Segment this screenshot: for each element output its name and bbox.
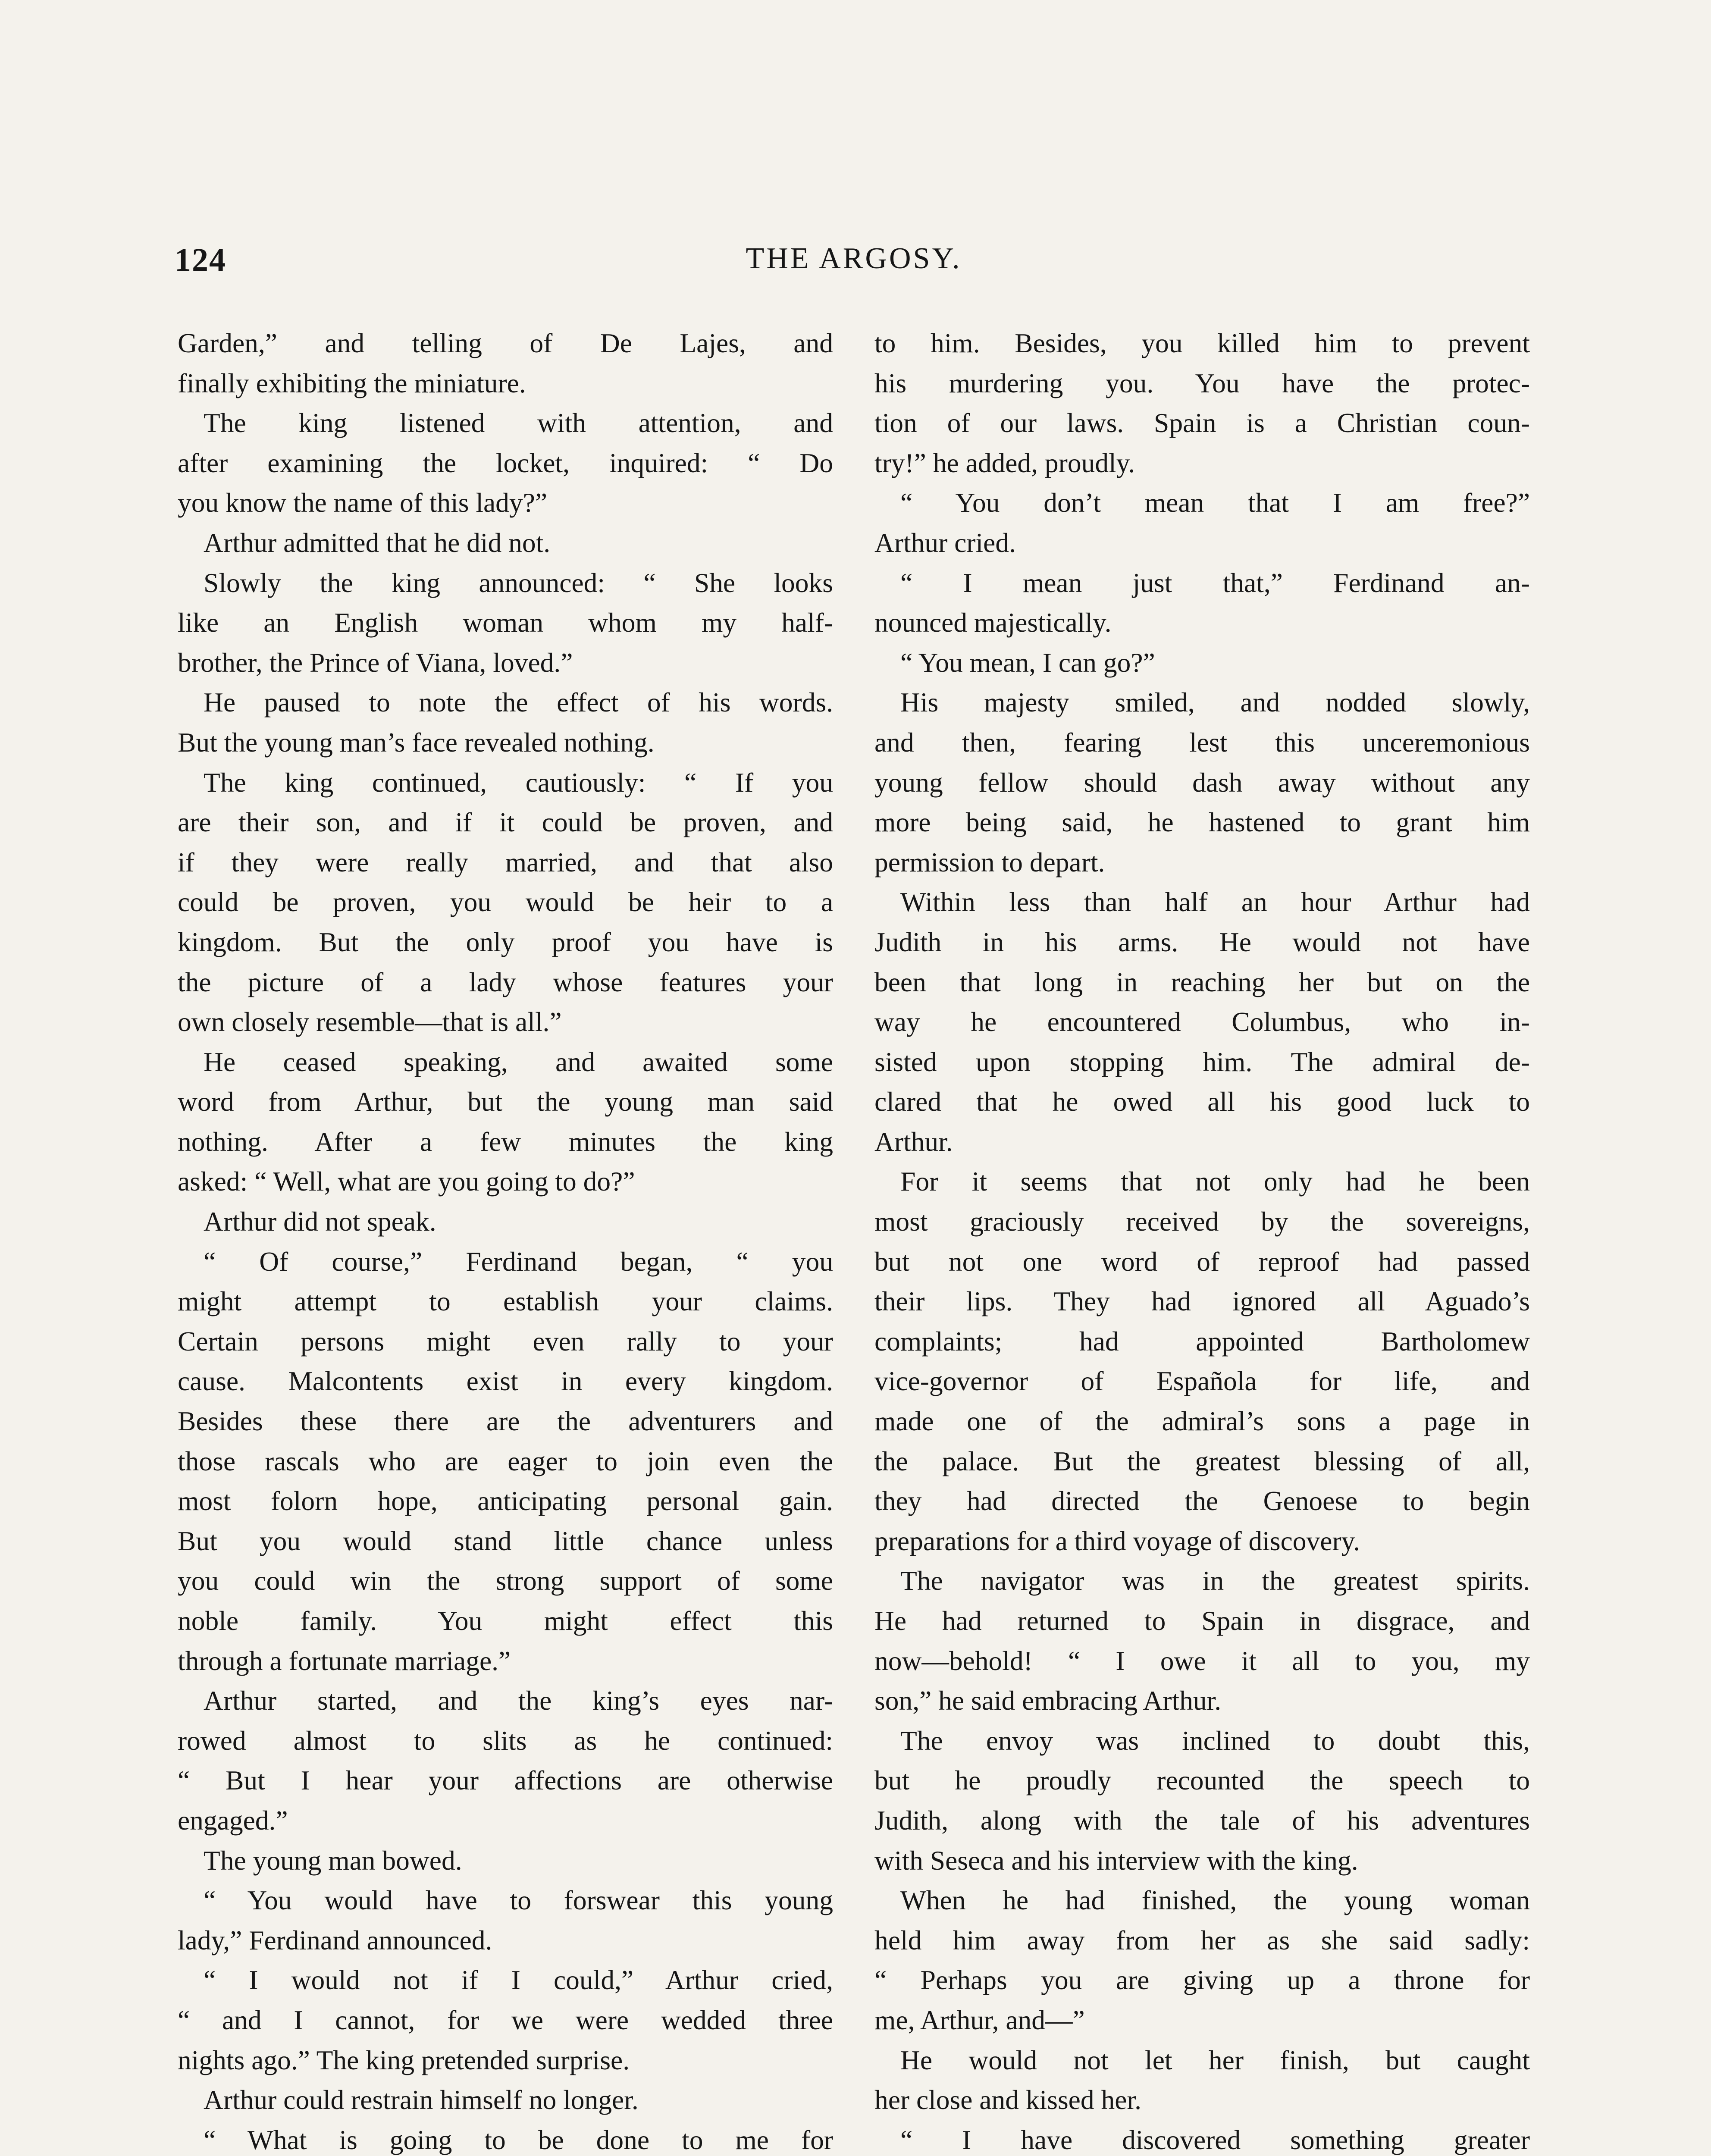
text-line: “ I would not if I could,” Arthur cried, (204, 1965, 833, 1996)
text-line: finally exhibiting the miniature. (178, 367, 526, 398)
text-line: Within less than half an hour Arthur had (900, 887, 1530, 918)
text-line: vice-governor of Española for life, and (874, 1366, 1530, 1397)
text-line: might attempt to establish your claims. (178, 1286, 833, 1317)
text-line: more being said, he hastened to grant him (874, 807, 1530, 838)
text-line: For it seems that not only had he been (900, 1166, 1530, 1197)
text-line: like an English woman whom my half- (178, 607, 833, 638)
text-line: held him away from her as she said sadly: (874, 1924, 1530, 1955)
text-line: most folorn hope, anticipating personal gain. (178, 1485, 833, 1517)
text-line: with Seseca and his interview with the king. (874, 1845, 1358, 1876)
text-line: But you would stand little chance unless (178, 1525, 833, 1556)
text-line: He paused to note the effect of his words. (204, 687, 833, 718)
text-line: Arthur cried. (874, 527, 1016, 558)
text-line: But the young man’s face revealed nothing. (178, 727, 655, 758)
text-line: but he proudly recounted the speech to (874, 1765, 1530, 1796)
text-line: The young man bowed. (204, 1845, 462, 1876)
text-line: permission to depart. (874, 846, 1105, 877)
text-line: kingdom. But the only proof you have is (178, 926, 833, 957)
text-line: “ You mean, I can go?” (900, 647, 1155, 678)
text-line: nothing. After a few minutes the king (178, 1126, 833, 1157)
text-line: his murdering you. You have the protec- (874, 367, 1530, 398)
text-line: “ I mean just that,” Ferdinand an- (900, 567, 1530, 598)
text-line: complaints; had appointed Bartholomew (874, 1326, 1530, 1357)
text-line: you could win the strong support of some (178, 1565, 833, 1596)
text-line: Slowly the king announced: “ She looks (204, 567, 833, 598)
text-line: and then, fearing lest this unceremonious (874, 727, 1530, 758)
text-line: to him. Besides, you killed him to prevent (874, 328, 1530, 358)
text-line: noble family. You might effect this (178, 1605, 833, 1636)
text-line: been that long in reaching her but on the (874, 966, 1530, 997)
text-line: sisted upon stopping him. The admiral de- (874, 1046, 1530, 1077)
text-line: brother, the Prince of Viana, loved.” (178, 647, 573, 678)
text-line: me, Arthur, and—” (874, 2004, 1085, 2035)
text-line: own closely resemble—that is all.” (178, 1006, 562, 1037)
text-column-left (178, 323, 833, 2156)
text-line: most graciously received by the sovereigns, (874, 1206, 1530, 1237)
text-line: The king continued, cautiously: “ If you (204, 767, 833, 798)
text-line: Besides these there are the adventurers and (178, 1406, 833, 1437)
text-line: could be proven, you would be heir to a (178, 887, 833, 918)
text-line: Arthur started, and the king’s eyes nar- (204, 1685, 833, 1716)
text-line: “ But I hear your affections are otherwise (178, 1765, 833, 1796)
text-line: Arthur did not speak. (204, 1206, 436, 1237)
text-line: The envoy was inclined to doubt this, (900, 1725, 1530, 1756)
text-line: engaged.” (178, 1805, 288, 1836)
text-line: clared that he owed all his good luck to (874, 1086, 1530, 1117)
text-line: He would not let her finish, but caught (900, 2044, 1530, 2075)
text-line: their lips. They had ignored all Aguado’s (874, 1286, 1530, 1317)
text-line: asked: “ Well, what are you going to do?” (178, 1166, 635, 1197)
text-line: Judith in his arms. He would not have (874, 926, 1530, 957)
text-line: they had directed the Genoese to begin (874, 1485, 1530, 1517)
text-line: try!” he added, proudly. (874, 447, 1135, 478)
text-line: Garden,” and telling of De Lajes, and (178, 328, 833, 358)
text-line: if they were really married, and that also (178, 846, 833, 877)
text-line: rowed almost to slits as he continued: (178, 1725, 833, 1756)
page-header (175, 241, 1533, 289)
text-line: “ I have discovered something greater (900, 2124, 1530, 2155)
text-line: “ You would have to forswear this young (204, 1885, 833, 1916)
text-column-right (874, 323, 1530, 2156)
text-line: after examining the locket, inquired: “ Do (178, 447, 833, 478)
text-line: nights ago.” The king pretended surprise. (178, 2044, 630, 2075)
text-line: word from Arthur, but the young man said (178, 1086, 833, 1117)
text-line: Certain persons might even rally to your (178, 1326, 833, 1357)
text-line: the palace. But the greatest blessing of all, (874, 1445, 1530, 1476)
text-line: preparations for a third voyage of discovery. (874, 1525, 1360, 1556)
text-line: Judith, along with the tale of his adventures (874, 1805, 1530, 1836)
text-line: son,” he said embracing Arthur. (874, 1685, 1222, 1716)
text-line: her close and kissed her. (874, 2084, 1141, 2115)
text-line: Arthur admitted that he did not. (204, 527, 551, 558)
text-line: “ What is going to be done to me for (204, 2124, 833, 2155)
text-line: He ceased speaking, and awaited some (204, 1046, 833, 1077)
text-line: “ and I cannot, for we were wedded three (178, 2004, 833, 2035)
text-line: but not one word of reproof had passed (874, 1246, 1530, 1277)
text-line: through a fortunate marriage.” (178, 1645, 511, 1676)
text-line: now—behold! “ I owe it all to you, my (874, 1645, 1530, 1676)
text-line: tion of our laws. Spain is a Christian coun- (874, 407, 1530, 439)
text-line: made one of the admiral’s sons a page in (874, 1406, 1530, 1437)
text-line: lady,” Ferdinand announced. (178, 1924, 492, 1955)
text-line: way he encountered Columbus, who in- (874, 1006, 1530, 1037)
text-line: cause. Malcontents exist in every kingdom. (178, 1366, 833, 1397)
text-line: He had returned to Spain in disgrace, and (874, 1605, 1530, 1636)
text-line: His majesty smiled, and nodded slowly, (900, 687, 1530, 718)
text-line: nounced majestically. (874, 607, 1112, 638)
text-line: “ Perhaps you are giving up a throne for (874, 1965, 1530, 1996)
text-line: Arthur. (874, 1126, 953, 1157)
text-line: The king listened with attention, and (204, 407, 833, 439)
text-line: The navigator was in the greatest spirits. (900, 1565, 1530, 1596)
text-line: “ Of course,” Ferdinand began, “ you (204, 1246, 833, 1277)
running-title: THE ARGOSY. (746, 242, 962, 275)
text-line: young fellow should dash away without any (874, 767, 1530, 798)
text-line: those rascals who are eager to join even the (178, 1445, 833, 1476)
text-line: the picture of a lady whose features your (178, 966, 833, 997)
text-line: “ You don’t mean that I am free?” (900, 487, 1530, 518)
page-number: 124 (175, 242, 226, 278)
text-line: When he had finished, the young woman (900, 1885, 1530, 1916)
text-line: Arthur could restrain himself no longer. (204, 2084, 639, 2115)
text-line: are their son, and if it could be proven, and (178, 807, 833, 838)
text-line: you know the name of this lady?” (178, 487, 548, 518)
